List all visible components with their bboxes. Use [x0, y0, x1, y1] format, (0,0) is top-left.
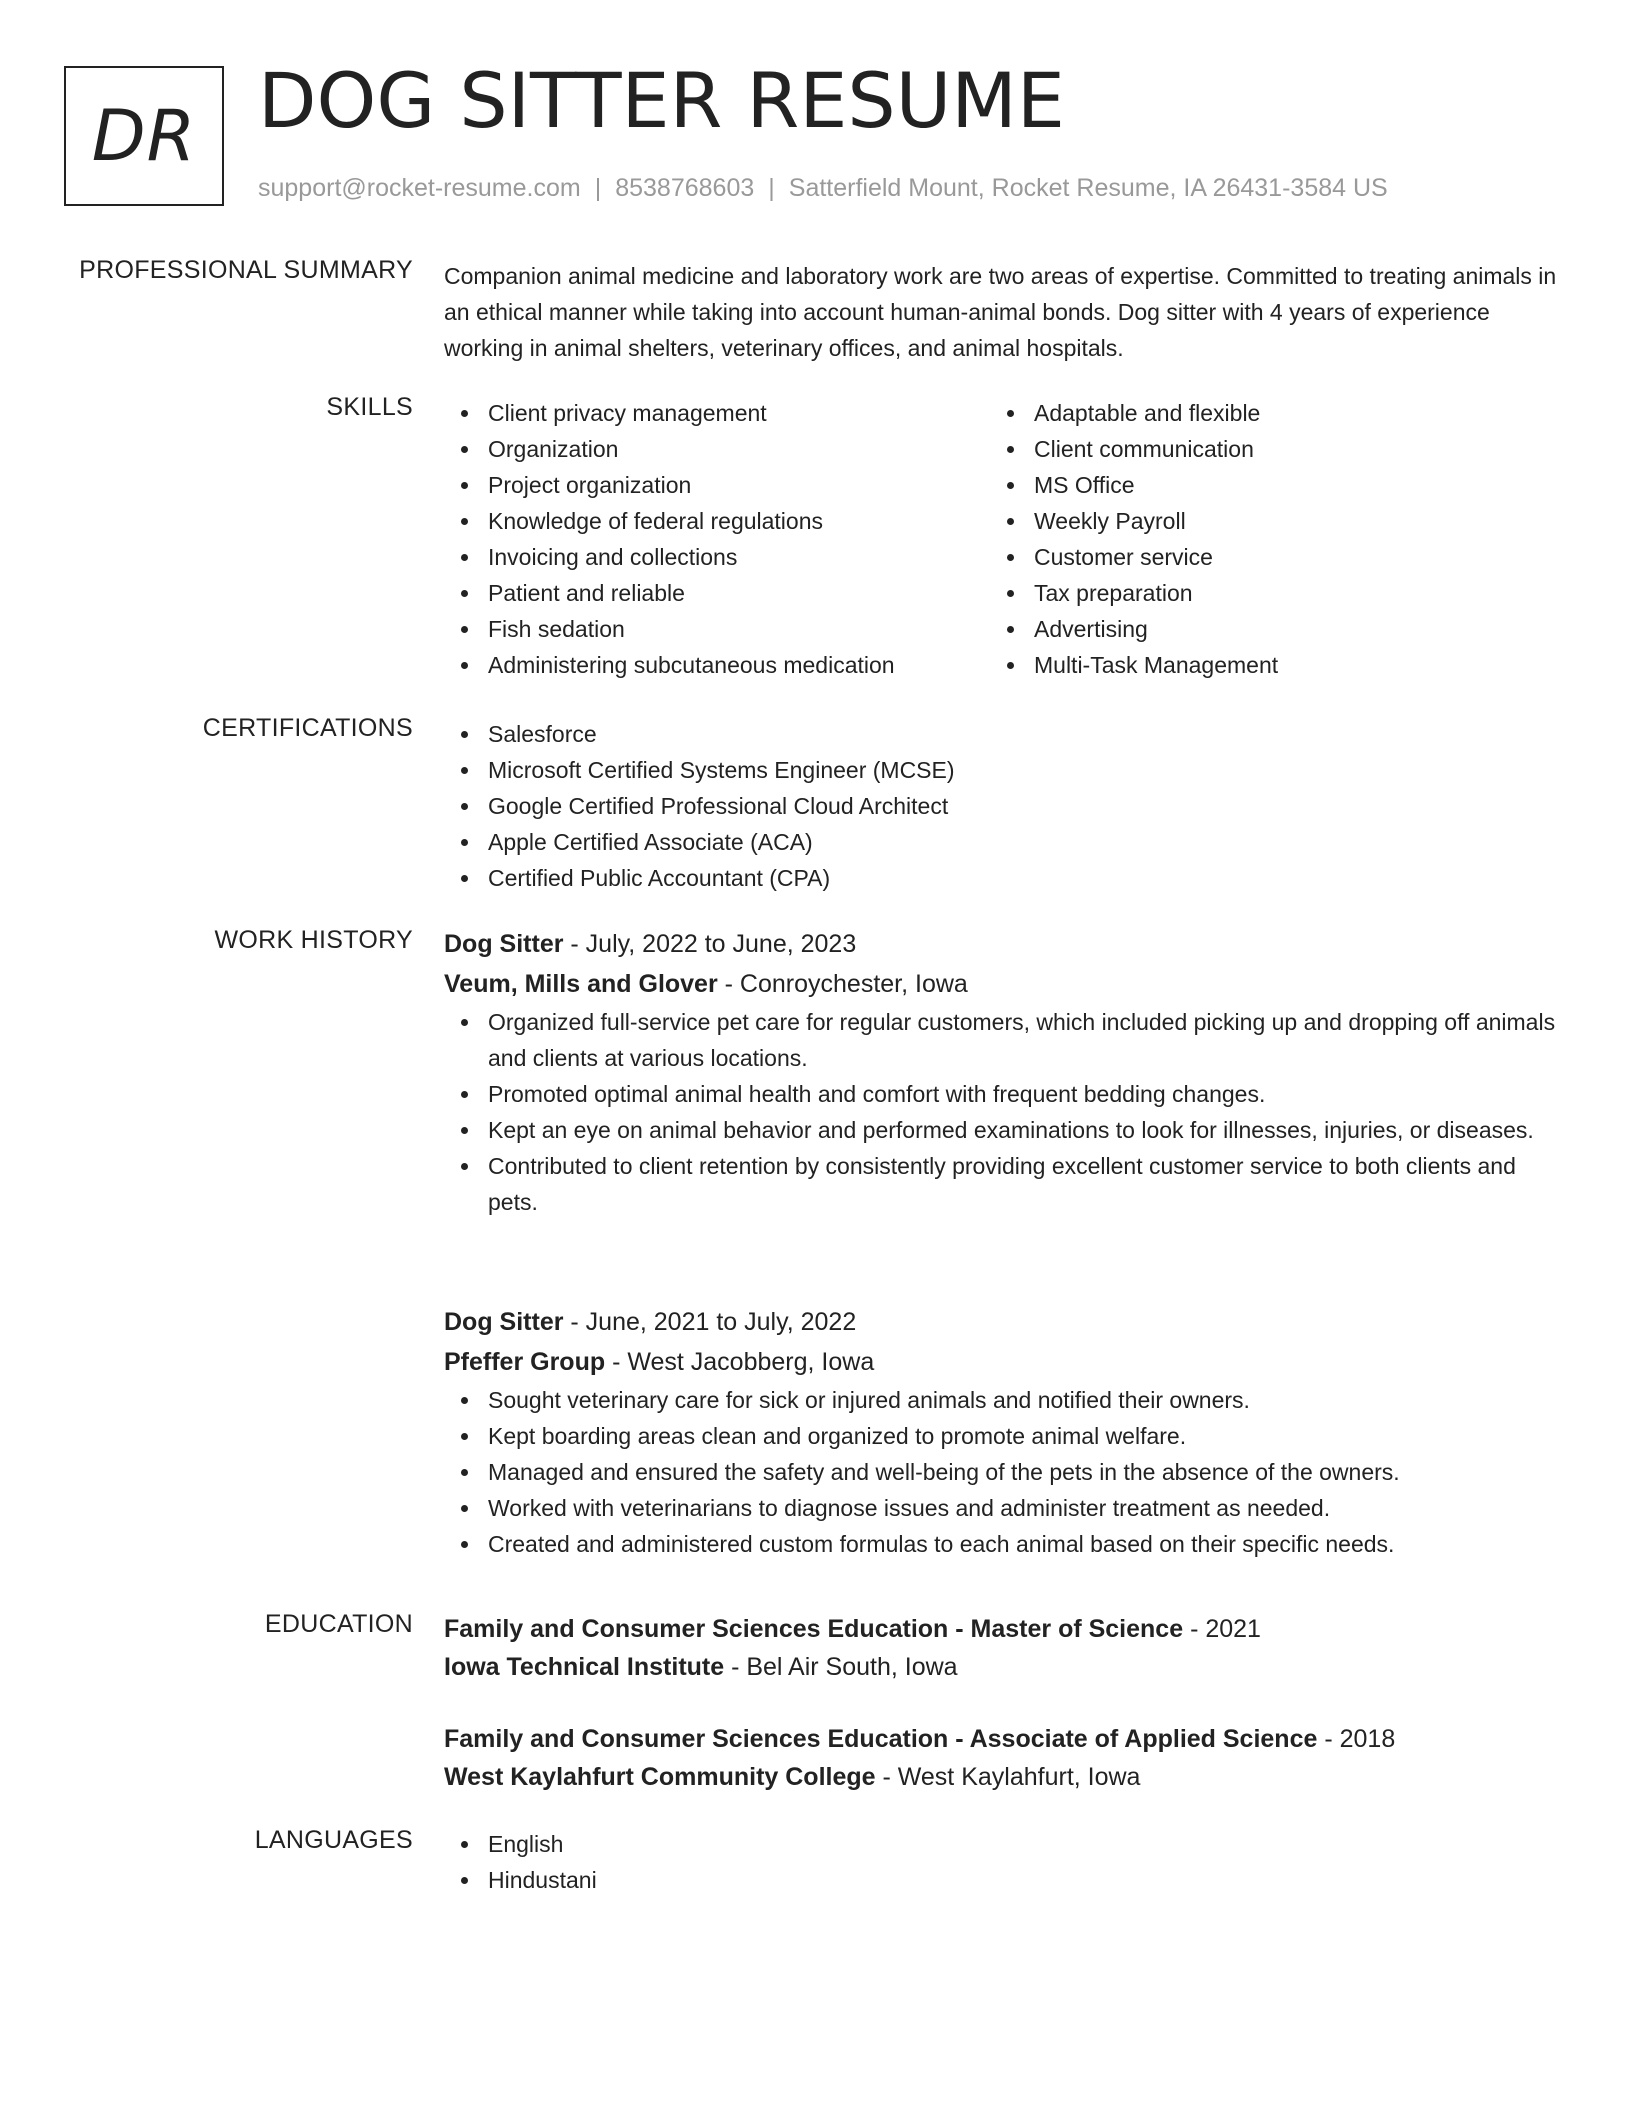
job-dates: - July, 2022 to June, 2023: [563, 930, 857, 958]
skill-item: Tax preparation: [990, 575, 1536, 611]
email-text: support@rocket-resume.com: [258, 174, 581, 202]
certification-item: Certified Public Accountant (CPA): [444, 860, 1564, 896]
job-company: Veum, Mills and Glover: [444, 970, 718, 998]
skill-item: Invoicing and collections: [444, 539, 990, 575]
job-dates: - June, 2021 to July, 2022: [563, 1308, 857, 1336]
school-location: - Bel Air South, Iowa: [724, 1653, 958, 1681]
certification-item: Apple Certified Associate (ACA): [444, 824, 1564, 860]
school-location: - West Kaylahfurt, Iowa: [875, 1763, 1141, 1791]
job-bullet: Sought veterinary care for sick or injured animals and notified their owners.: [444, 1382, 1564, 1418]
language-item: Hindustani: [444, 1862, 1564, 1898]
certification-item: Google Certified Professional Cloud Architect: [444, 788, 1564, 824]
job-company-line: [444, 1342, 1564, 1382]
job-title-line: [444, 1302, 1564, 1342]
certifications-heading: CERTIFICATIONS: [202, 714, 413, 742]
phone-text: 8538768603: [615, 174, 755, 202]
job-bullet: Promoted optimal animal health and comfort with frequent bedding changes.: [444, 1076, 1564, 1112]
job-location: - Conroychester, Iowa: [717, 970, 968, 998]
school-name: Iowa Technical Institute: [444, 1653, 725, 1681]
certifications-list: [444, 716, 1564, 896]
certification-item: Microsoft Certified Systems Engineer (MCSE): [444, 752, 1564, 788]
job-company: Pfeffer Group: [444, 1348, 606, 1376]
skill-item: Project organization: [444, 467, 990, 503]
job-bullet: Created and administered custom formulas to each animal based on their specific needs.: [444, 1526, 1564, 1562]
skills-column-right: [990, 395, 1536, 683]
skill-item: Administering subcutaneous medication: [444, 647, 990, 683]
job-company-line: [444, 964, 1564, 1004]
job-title-line: [444, 924, 1564, 964]
skill-item: Client communication: [990, 431, 1536, 467]
skill-item: Patient and reliable: [444, 575, 990, 611]
job-entry: [444, 924, 1564, 1220]
summary-text: Companion animal medicine and laboratory work are two areas of expertise. Committed to treating animals in an ethical manner while taking into account human-animal bonds. Dog sitter with 4 years of experience working in animal shelters, veterinary offices, and animal hospitals.: [444, 263, 1557, 361]
job-bullet: Organized full-service pet care for regular customers, which included picking up and dropping off animals and clients at various locations.: [444, 1004, 1564, 1076]
languages-list: [444, 1826, 1564, 1898]
education-entry: [444, 1610, 1564, 1686]
skills-heading: SKILLS: [326, 393, 413, 421]
degree-name: Family and Consumer Sciences Education - Associate of Applied Science: [444, 1725, 1318, 1753]
summary-heading: PROFESSIONAL SUMMARY: [79, 256, 413, 284]
skill-item: Advertising: [990, 611, 1536, 647]
skills-column-left: [444, 395, 990, 683]
job-title: Dog Sitter: [444, 1308, 564, 1336]
degree-year: - 2018: [1317, 1725, 1396, 1753]
degree-name: Family and Consumer Sciences Education - Master of Science: [444, 1615, 1184, 1643]
language-item: English: [444, 1826, 1564, 1862]
job-bullet: Managed and ensured the safety and well-being of the pets in the absence of the owners.: [444, 1454, 1564, 1490]
degree-line: [444, 1720, 1564, 1758]
school-line: [444, 1758, 1564, 1796]
address-text: Satterfield Mount, Rocket Resume, IA 26431-3584 US: [788, 174, 1388, 202]
skill-item: Weekly Payroll: [990, 503, 1536, 539]
job-bullet: Kept an eye on animal behavior and performed examinations to look for illnesses, injuries, or diseases.: [444, 1112, 1564, 1148]
languages-heading: LANGUAGES: [254, 1826, 413, 1854]
job-bullet: Contributed to client retention by consistently providing excellent customer service to both clients and pets.: [444, 1148, 1564, 1220]
skill-item: Customer service: [990, 539, 1536, 575]
skill-item: Multi-Task Management: [990, 647, 1536, 683]
skills-list: [444, 395, 1564, 683]
education-heading: EDUCATION: [264, 1610, 413, 1638]
degree-year: - 2021: [1183, 1615, 1261, 1643]
skill-item: Knowledge of federal regulations: [444, 503, 990, 539]
skill-item: Organization: [444, 431, 990, 467]
education-entry: [444, 1720, 1564, 1796]
job-entry: [444, 1302, 1564, 1562]
page-title: DOG SITTER RESUME: [258, 56, 1065, 145]
job-bullet: Kept boarding areas clean and organized to promote animal welfare.: [444, 1418, 1564, 1454]
separator: |: [594, 174, 602, 202]
school-line: [444, 1648, 1564, 1686]
job-bullets: [444, 1382, 1564, 1562]
job-title: Dog Sitter: [444, 930, 564, 958]
job-bullets: [444, 1004, 1564, 1220]
job-bullet: Worked with veterinarians to diagnose issues and administer treatment as needed.: [444, 1490, 1564, 1526]
degree-line: [444, 1610, 1564, 1648]
job-location: - West Jacobberg, Iowa: [605, 1348, 875, 1376]
skill-item: Adaptable and flexible: [990, 395, 1536, 431]
skill-item: MS Office: [990, 467, 1536, 503]
monogram-box: DR: [64, 66, 224, 206]
school-name: West Kaylahfurt Community College: [444, 1763, 876, 1791]
skill-item: Fish sedation: [444, 611, 990, 647]
contact-line: [258, 174, 1388, 203]
work-history-heading: WORK HISTORY: [214, 926, 413, 954]
skill-item: Client privacy management: [444, 395, 990, 431]
separator: |: [768, 174, 775, 202]
certification-item: Salesforce: [444, 716, 1564, 752]
